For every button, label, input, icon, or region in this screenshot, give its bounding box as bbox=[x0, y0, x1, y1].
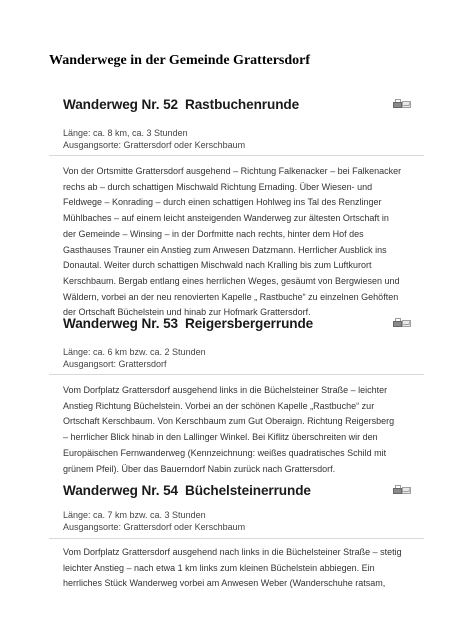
route-description bbox=[63, 545, 421, 592]
description-line: Feldwege – Konrading – durch einen schattigen Hohlweg ins Tal des Renzlinger bbox=[63, 197, 382, 208]
route-heading bbox=[63, 97, 299, 112]
route-description bbox=[63, 164, 421, 321]
route-start: Ausgangsorte: Grattersdorf oder Kerschbaum bbox=[63, 140, 246, 151]
description-line: der Ortschaft Büchelstein und hinab zur Hofmark Grattersdorf. bbox=[63, 307, 311, 318]
route-meta bbox=[63, 127, 245, 151]
description-line: Wäldern, vorbei an der neu renovierten Kapelle „ Rastbuche“ zu einzelnen Gehöften bbox=[63, 291, 399, 302]
email-icon[interactable] bbox=[402, 320, 411, 327]
route-start: Ausgangsort: Grattersdorf bbox=[63, 359, 167, 370]
route-name: Büchelsteinerrunde bbox=[185, 483, 311, 498]
route-name: Reigersbergerrunde bbox=[185, 316, 314, 331]
divider bbox=[49, 374, 424, 375]
description-line: Kerschbaum. Bergab entlang eines herrlichen Weges, gesäumt von Bergwiesen und bbox=[63, 275, 400, 286]
divider bbox=[49, 538, 424, 539]
page-title: Wanderwege in der Gemeinde Grattersdorf bbox=[49, 53, 311, 68]
route-length: Länge: ca. 8 km, ca. 3 Stunden bbox=[63, 128, 188, 138]
route-length: Länge: ca. 6 km bzw. ca. 2 Stunden bbox=[63, 347, 206, 357]
description-line: Mühlbaches – auf einem leicht ansteigenden Wanderweg zur ältesten Ortschaft in bbox=[63, 213, 389, 224]
route-heading bbox=[63, 483, 311, 498]
description-line: Anstieg Richtung Büchelstein. Vorbei an der schönen Kapelle „Rastbuche“ zur bbox=[63, 400, 375, 411]
description-line: Ortschaft Kerschbaum. Von Kerschbaum zum Gut Oberaign. Richtung Reigersberg bbox=[63, 416, 395, 427]
print-icon[interactable] bbox=[393, 99, 401, 108]
route-start: Ausgangsorte: Grattersdorf oder Kerschbaum bbox=[63, 522, 246, 533]
description-line: Europäischen Fernwanderweg (Kennzeichnung: weißes quadratisches Schild mit bbox=[63, 447, 387, 458]
route-meta bbox=[63, 346, 206, 370]
route-name: Rastbuchenrunde bbox=[185, 97, 300, 112]
description-line: herrliches Stück Wanderweg vorbei am Anwesen Weber (Wanderschuhe ratsam, bbox=[63, 578, 386, 589]
description-line: rechs ab – durch schattigen Mischwald Richtung Ernading. Über Wiesen- und bbox=[63, 181, 373, 192]
description-line: grünem Pfeil). Über das Bauerndorf Nabin zurück nach Grattersdorf. bbox=[63, 463, 336, 474]
description-line: Von der Ortsmitte Grattersdorf ausgehend – Richtung Falkenacker – bei Falkenacker bbox=[63, 166, 402, 176]
print-icon[interactable] bbox=[393, 485, 401, 494]
divider bbox=[49, 155, 424, 156]
description-line: leichter Anstieg – nach etwa 1 km links zum kleinen Büchelstein abbiegen. Ein bbox=[63, 562, 375, 573]
route-actions bbox=[393, 99, 411, 109]
route-description bbox=[63, 383, 421, 477]
description-line: der Gemeinde – Winsing – in der Dorfmitte nach rechts, hinter dem Hof des bbox=[63, 228, 364, 239]
email-icon[interactable] bbox=[402, 487, 411, 494]
route-actions bbox=[393, 485, 411, 495]
description-line: Vom Dorfplatz Grattersdorf ausgehend links in die Büchelsteiner Straße – leichter bbox=[63, 385, 388, 395]
print-icon[interactable] bbox=[393, 318, 401, 327]
description-line: – herrlicher Blick hinab in den Lallinger Winkel. Bei Kiflitz überschreiten wir den bbox=[63, 432, 378, 443]
description-line: Donautal. Weiter durch schattigen Mischwald nach Kralling bis zum Luftkurort bbox=[63, 260, 372, 271]
description-line: Vom Dorfplatz Grattersdorf ausgehend nach links in die Büchelsteiner Straße – stetig bbox=[63, 547, 402, 557]
route-actions bbox=[393, 318, 411, 328]
email-icon[interactable] bbox=[402, 101, 411, 108]
route-number: Wanderweg Nr. 54 bbox=[63, 483, 178, 498]
route-meta bbox=[63, 509, 245, 533]
route-number: Wanderweg Nr. 52 bbox=[63, 97, 178, 112]
description-line: Gasthauses Trauner ein Anstieg zum Anwesen Datzmann. Herrlicher Ausblick ins bbox=[63, 244, 387, 255]
route-length: Länge: ca. 7 km bzw. ca. 3 Stunden bbox=[63, 510, 206, 520]
route-number: Wanderweg Nr. 53 bbox=[63, 316, 178, 331]
route-heading bbox=[63, 316, 313, 331]
